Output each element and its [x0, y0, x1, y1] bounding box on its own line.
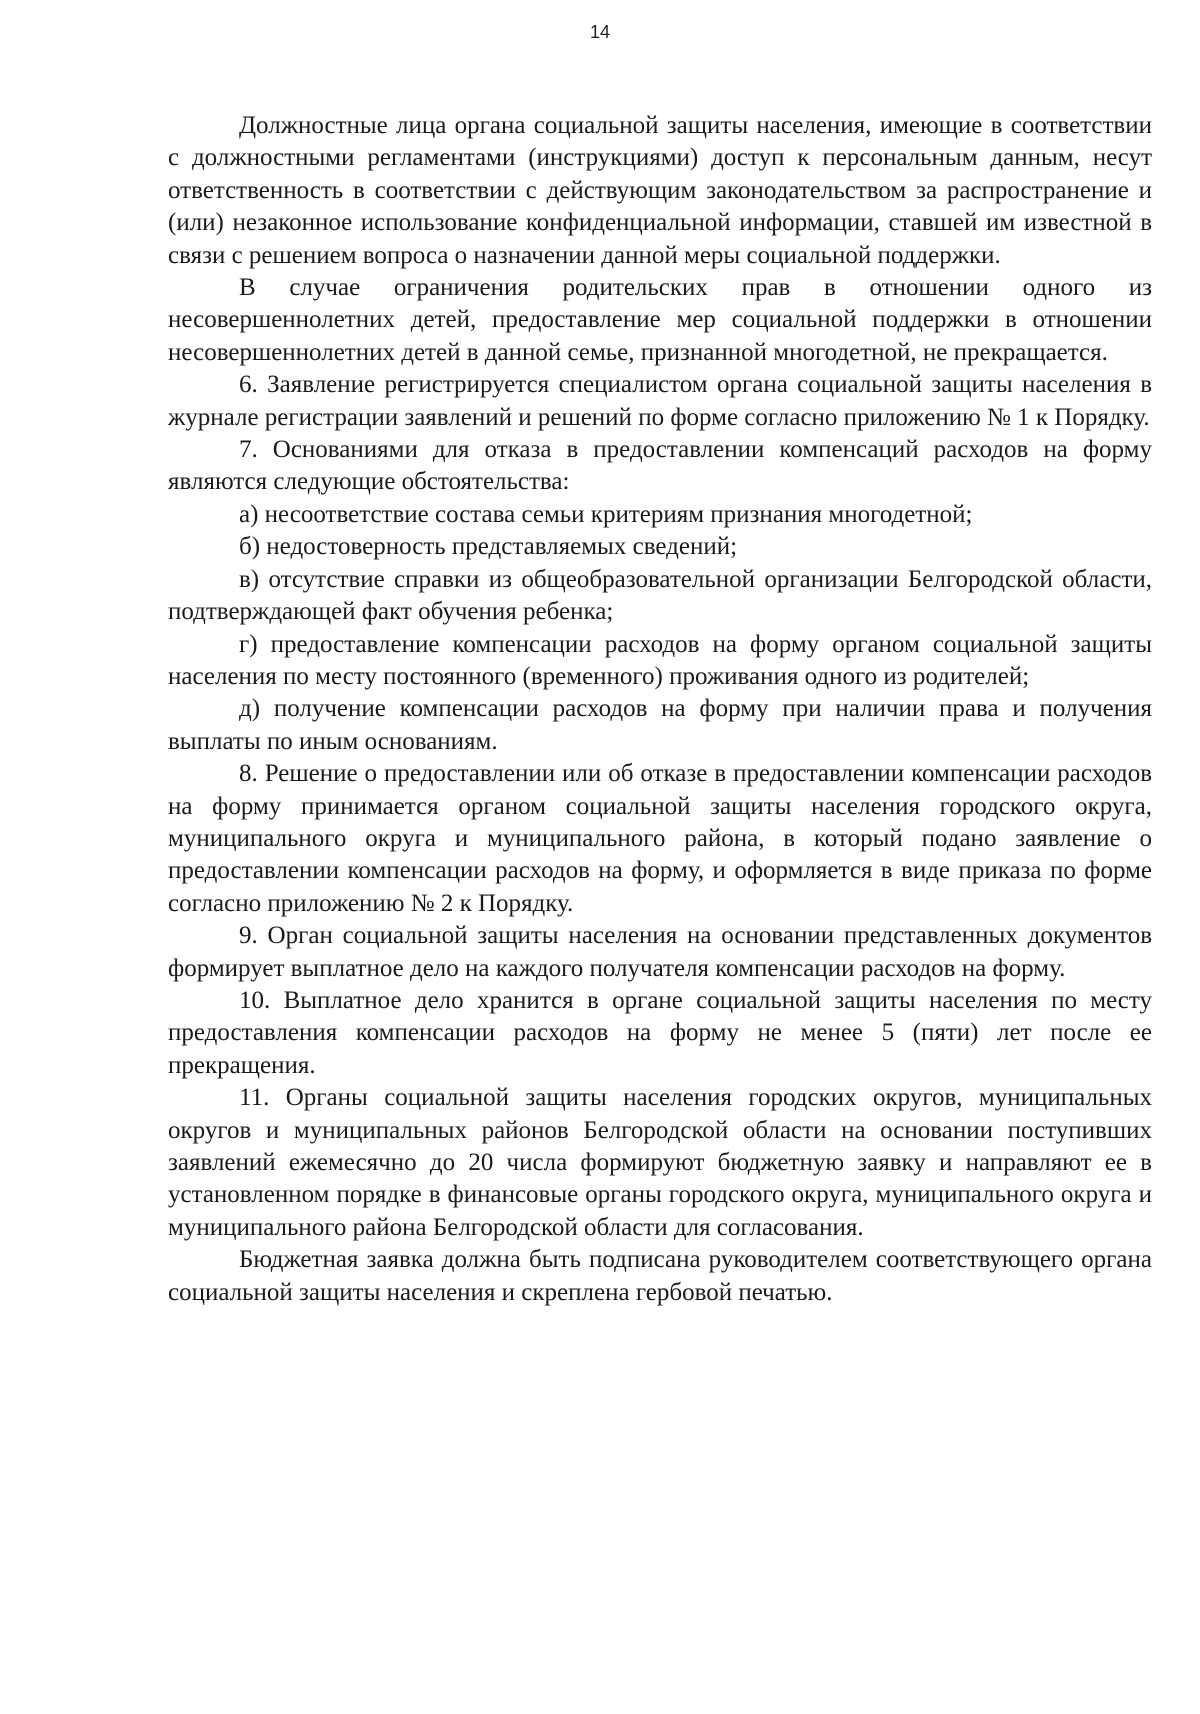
document-body: [168, 110, 1152, 1309]
paragraph-item-8: 8. Решение о предоставлении или об отказе в предоставлении компенсации расходов на форму принимается органом социальной защиты населения городского округа, муниципального округа и муниципального района, в который подано заявление о предоставлении компенсации расходов на форму, и оформляется в виде приказа по форме согласно приложению № 2 к Порядку.: [168, 760, 1152, 917]
paragraph-item-7v: в) отсутствие справки из общеобразовательной организации Белгородской области, подтверждающей факт обучения ребенка;: [168, 565, 1152, 626]
paragraph-item-6: 6. Заявление регистрируется специалистом органа социальной защиты населения в журнале регистрации заявлений и решений по форме согласно приложению № 1 к Порядку.: [168, 371, 1152, 431]
paragraph-parental-rights: В случае ограничения родительских прав в отношении одного из несовершеннолетних детей, предоставление мер социальной поддержки в отношении несовершеннолетних детей в данной семье, признанной многодетной, не прекращается.: [168, 274, 1152, 366]
paragraph-item-7a: а) несоответствие состава семьи критериям признания многодетной;: [239, 500, 973, 528]
paragraph-officials-liability: Должностные лица органа социальной защиты населения, имеющие в соответствии с должностными регламентами (инструкциями) доступ к персональным данным, несут ответственность в соответствии с действующим законодательством за распространение и (или) незаконное использование конфиденциальной информации, ставшей им известной в связи с решением вопроса о назначении данной меры социальной поддержки.: [168, 112, 1152, 269]
paragraph-item-11: 11. Органы социальной защиты населения городских округов, муниципальных округов и муниципальных районов Белгородской области на основании поступивших заявлений ежемесячно до 20 числа формируют бюджетную заявку и направляют ее в установленном порядке в финансовые органы городского округа, муниципального округа и муниципального района Белгородской области для согласования.: [168, 1084, 1152, 1241]
paragraph-item-9: 9. Орган социальной защиты населения на основании представленных документов формирует выплатное дело на каждого получателя компенсации расходов на форму.: [168, 922, 1152, 982]
paragraph-budget-request: Бюджетная заявка должна быть подписана руководителем соответствующего органа социальной защиты населения и скреплена гербовой печатью.: [168, 1246, 1152, 1306]
paragraph-item-7d: д) получение компенсации расходов на форму при наличии права и получения выплаты по иным основаниям.: [168, 695, 1152, 755]
paragraph-item-7b: б) недостоверность представляемых сведений;: [239, 533, 738, 561]
paragraph-item-7: 7. Основаниями для отказа в предоставлении компенсаций расходов на форму являются следующие обстоятельства:: [168, 436, 1152, 496]
paragraph-item-7g: г) предоставление компенсации расходов на форму органом социальной защиты населения по месту постоянного (временного) проживания одного из родителей;: [168, 630, 1152, 690]
page-number: 14: [589, 22, 611, 42]
paragraph-item-10: 10. Выплатное дело хранится в органе социальной защиты населения по месту предоставления компенсации расходов на форму не менее 5 (пяти) лет после ее прекращения.: [168, 986, 1152, 1079]
